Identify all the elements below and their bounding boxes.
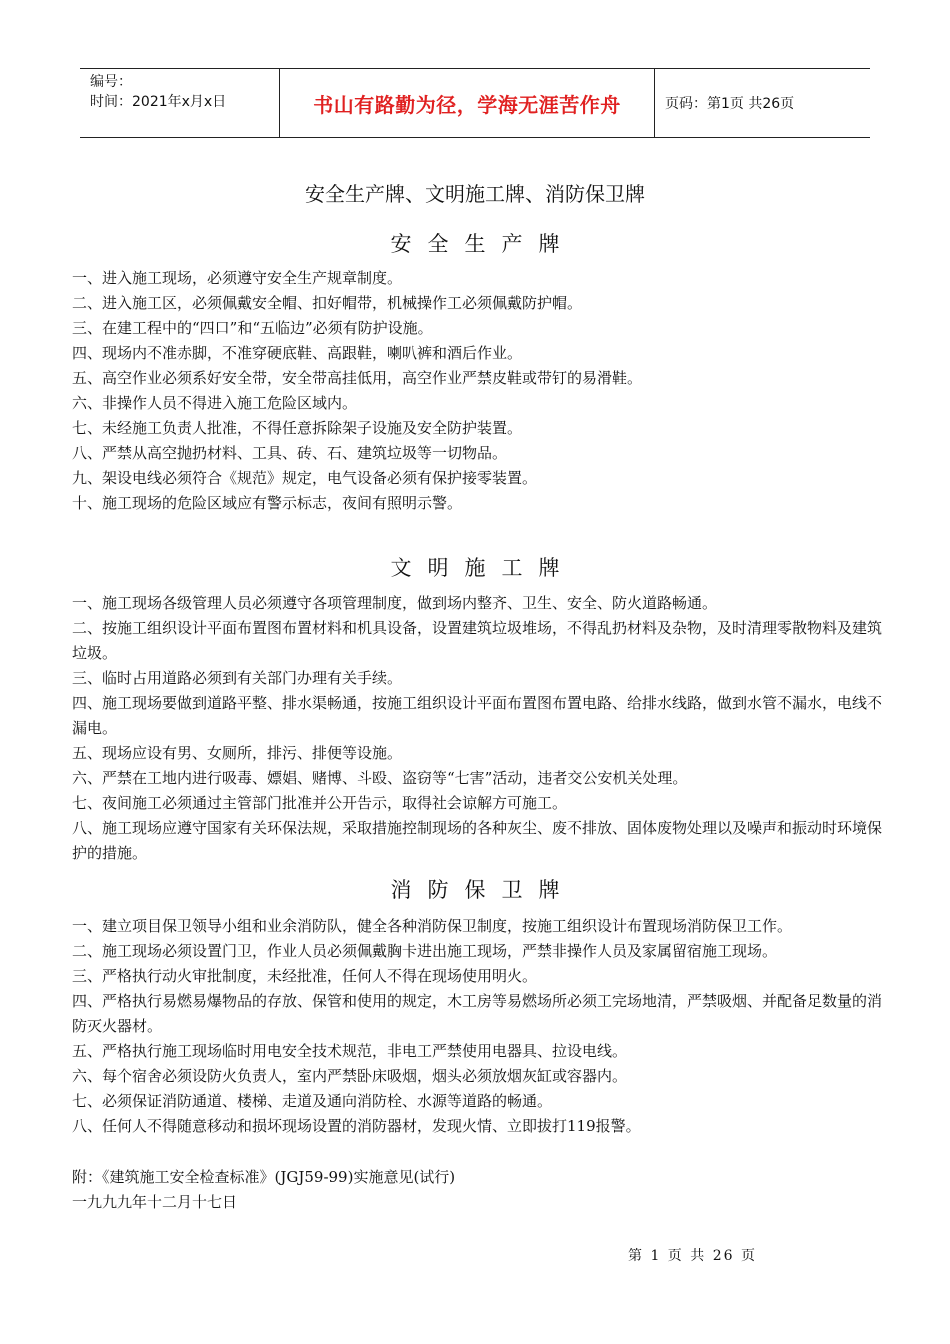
safety-item: 七、未经施工负责人批准，不得任意拆除架子设施及安全防护装置。 [72, 419, 523, 437]
document-title: 安全生产牌、文明施工牌、消防保卫牌 [305, 182, 645, 206]
safety-item: 九、架设电线必须符合《规范》规定，电气设备必须有保护接零装置。 [72, 469, 538, 487]
safety-item: 五、高空作业必须系好安全带，安全带高挂低用，高空作业严禁皮鞋或带钉的易滑鞋。 [72, 369, 643, 387]
fire-item: 三、严格执行动火审批制度，未经批准，任何人不得在现场使用明火。 [72, 967, 538, 985]
civilized-item: 四、施工现场要做到道路平整、排水渠畅通，按施工组织设计平面布置图布置电路、给排水线路，做到水管不漏水，电线不漏电。 [72, 694, 883, 737]
civilized-item: 五、现场应设有男、女厕所，排污、排便等设施。 [72, 744, 403, 762]
document-time: 时间：2021年x月x日 [90, 94, 227, 110]
fire-item: 四、严格执行易燃易爆物品的存放、保管和使用的规定，木工房等易燃场所必须工完场地清，严禁吸烟、并配备足数量的消防灭火器材。 [72, 992, 883, 1035]
fire-item: 一、建立项目保卫领导小组和业余消防队，健全各种消防保卫制度，按施工组织设计布置现场消防保卫工作。 [72, 917, 793, 935]
section-heading-safety: 安全生产牌 [390, 232, 576, 256]
footer-page-number: 第 1 页 共 26 页 [628, 1248, 757, 1264]
fire-item: 七、必须保证消防通道、楼梯、走道及通向消防栓、水源等道路的畅通。 [72, 1092, 553, 1110]
header-motto: 书山有路勤为径，学海无涯苦作舟 [280, 69, 655, 137]
safety-item: 六、非操作人员不得进入施工危险区域内。 [72, 394, 358, 412]
header-info-cell [80, 69, 280, 137]
fire-item: 八、任何人不得随意移动和损坏现场设置的消防器材，发现火情、立即拔打119报警。 [72, 1117, 641, 1135]
appendix-note: 附：《建筑施工安全检查标准》(JGJ59-99)实施意见(试行) [72, 1168, 456, 1186]
safety-item: 二、进入施工区，必须佩戴安全帽、扣好帽带，机械操作工必须佩戴防护帽。 [72, 294, 583, 312]
civilized-item: 八、施工现场应遵守国家有关环保法规，采取措施控制现场的各种灰尘、废不排放、固体废物处理以及噪声和振动时环境保护的措施。 [72, 819, 883, 862]
civilized-item: 七、夜间施工必须通过主管部门批准并公开告示，取得社会谅解方可施工。 [72, 794, 568, 812]
civilized-item: 六、严禁在工地内进行吸毒、嫖娼、赌博、斗殴、盗窃等“七害”活动，违者交公安机关处理。 [72, 769, 688, 787]
safety-item: 十、施工现场的危险区域应有警示标志，夜间有照明示警。 [72, 494, 463, 512]
safety-item: 四、现场内不准赤脚，不准穿硬底鞋、高跟鞋，喇叭裤和酒后作业。 [72, 344, 523, 362]
fire-item: 六、每个宿舍必须设防火负责人，室内严禁卧床吸烟，烟头必须放烟灰缸或容器内。 [72, 1067, 628, 1085]
section-heading-fire: 消防保卫牌 [390, 878, 576, 902]
civilized-item: 一、施工现场各级管理人员必须遵守各项管理制度，做到场内整齐、卫生、安全、防火道路畅通。 [72, 594, 718, 612]
document-number: 编号： [90, 74, 132, 90]
safety-item: 八、严禁从高空抛扔材料、工具、砖、石、建筑垃圾等一切物品。 [72, 444, 508, 462]
fire-item: 二、施工现场必须设置门卫，作业人员必须佩戴胸卡进出施工现场，严禁非操作人员及家属留宿施工现场。 [72, 942, 778, 960]
header-page-number: 页码：第1页 共26页 [665, 96, 795, 112]
safety-item: 三、在建工程中的“四口”和“五临边”必须有防护设施。 [72, 319, 433, 337]
document-date: 一九九九年十二月十七日 [72, 1193, 238, 1211]
document-header [80, 68, 870, 138]
civilized-item: 三、临时占用道路必须到有关部门办理有关手续。 [72, 669, 403, 687]
fire-item: 五、严格执行施工现场临时用电安全技术规范，非电工严禁使用电器具、拉设电线。 [72, 1042, 628, 1060]
safety-item: 一、进入施工现场，必须遵守安全生产规章制度。 [72, 269, 403, 287]
civilized-item: 二、按施工组织设计平面布置图布置材料和机具设备，设置建筑垃圾堆场，不得乱扔材料及杂物，及时清理零散物料及建筑垃圾。 [72, 619, 883, 662]
section-heading-civilized: 文明施工牌 [390, 556, 576, 580]
